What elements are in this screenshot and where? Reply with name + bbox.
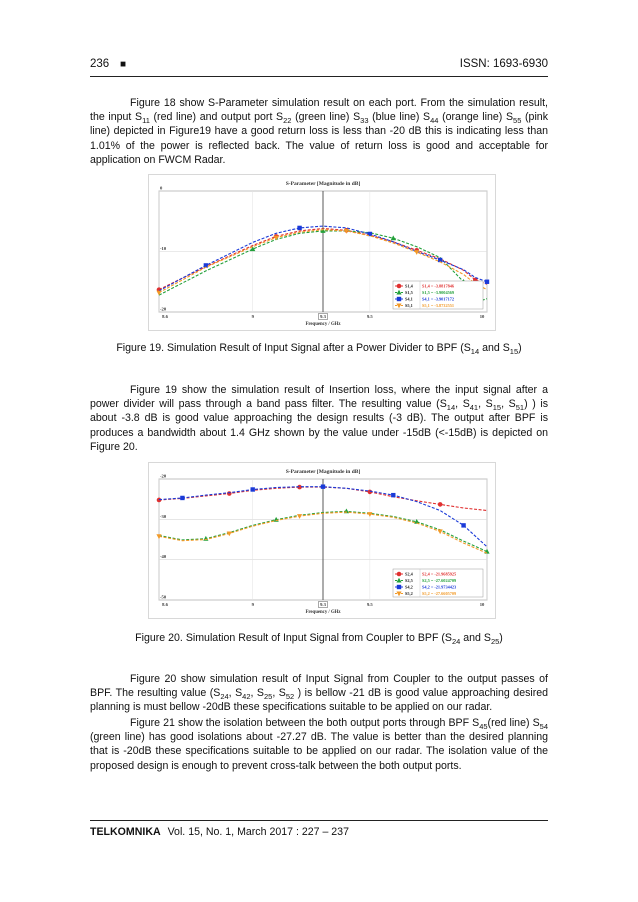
legend-entry: S2,4 [405,571,413,577]
data-point [227,491,232,496]
legend-value: S5,1 = -3.8732551 [422,303,455,309]
chart-figure-20 [149,463,495,618]
paragraph-1 [90,96,548,167]
x-tick-label: 8.6 [162,314,168,319]
x-tick-label: 9 [251,602,254,607]
legend-entry: S4,2 [405,584,413,590]
x-axis-label: Frequency / GHz [305,610,341,615]
legend-marker [397,585,401,589]
x-tick-label: 9.5 [366,314,373,319]
x-tick-label: 9.3 [320,314,326,319]
x-tick-label: 9.3 [320,602,326,607]
paragraph-2 [90,383,548,454]
figure-20 [148,462,496,619]
x-tick-label: 10 [479,602,485,607]
y-tick-label: -50 [160,594,167,600]
journal-details: Vol. 15, No. 1, March 2017 : 227 – 237 [167,826,349,838]
y-tick-label: -10 [160,246,167,251]
paragraph-4 [90,716,548,773]
chart-title: S-Parameter [Magnitude in dB] [285,181,361,187]
figure-19 [148,174,496,331]
y-tick-label: -40 [160,554,167,560]
y-tick-label: -20 [160,306,167,312]
footer-rule [90,820,548,821]
x-tick-label: 9.5 [366,602,373,607]
legend-marker [397,572,402,577]
chart-title: S-Parameter [Magnitude in dB] [285,469,361,475]
figure-19-caption: Figure 19. Simulation Result of Input Signal after a Power Divider to BPF ($S_{14}$ and $S_{15}$) [116,342,522,357]
p1-text: Figure 18 show S-Parameter simulation result on each port. From the simulation result, the input $S_{11}$ (red line) and output port $S_{22}$ (green line) $S_{33}$ (blue line) $S_{44}$ (orange line) $S_{55}$ (pink line) depicted in Figure19 have a good return loss is less than -20 dB this is indicating less than 1.01% of the power is reflected back. The value of return loss is good and acceptable for application on FWCM Radar. [90,97,548,166]
chart-figure-19 [149,175,495,330]
y-tick-label: -20 [160,473,167,479]
figure-20-caption: Figure 20. Simulation Result of Input Signal from Coupler to BPF ($S_{24}$ and $S_{25}$) [135,632,503,647]
legend-value: S1,5 = -3.9004569 [422,290,455,296]
p3-text: Figure 20 show simulation result of Input Signal from Coupler to the output passes of BPF. The resulting value ($S_{24}$, $S_{42}$, $S_{25}$, $S_{52}$ ) is bellow -21 dB is good value approaching desired planning is must bellow -20dB these specifications suitable to be applied on our radar. [90,673,549,714]
footer [90,826,349,838]
paragraph-3 [90,672,548,715]
legend-value: S4,2 = -21.9734423 [422,584,457,590]
page-number: 236 [90,58,110,70]
journal-name: TELKOMNIKA [90,826,161,838]
x-axis-label: Frequency / GHz [305,322,341,327]
legend-value: S5,2 = -27.6605709 [422,591,457,597]
x-tick-label: 10 [479,314,485,319]
data-point [461,523,465,527]
p2-text: Figure 19 show the simulation result of Insertion loss, where the input signal after a power divider will pass through a band pass filter. The resulting value ($S_{14}$, $S_{41}$, $S_{15}$, $S_{51}$) ) is about -3.8 dB is good value approaching the design results (-3 dB). The output after BPF is produces a bandwidth about 1.4 GHz shown by the value under -15dB (<-15dB) is depicted on Figure 20. [90,384,549,453]
x-tick-label: 8.6 [162,602,168,607]
legend-entry: S1,4 [405,283,413,289]
data-point [485,280,489,284]
data-point [251,487,255,491]
legend-entry: S4,1 [405,296,413,302]
data-point [391,493,395,497]
data-point [321,484,325,488]
legend-value: S1,4 = -3.8817846 [422,283,455,289]
legend-value: S2,4 = -21.9685925 [422,571,457,577]
legend-entry: S5,2 [405,591,413,597]
legend-marker [397,284,402,289]
legend-value: S4,1 = -3.9017172 [422,296,455,302]
data-point [438,502,443,507]
legend-value: S2,5 = -27.6024709 [422,578,457,584]
header-marker: ■ [120,59,127,70]
data-point [297,226,301,230]
issn: ISSN: 1693-6930 [459,58,548,70]
legend-marker [397,297,401,301]
data-point [180,496,184,500]
legend-entry: S5,1 [405,303,413,309]
y-tick-label: 0 [160,185,163,191]
y-tick-label: -30 [160,513,167,519]
legend-entry: S2,5 [405,578,413,584]
p4-text: Figure 21 show the isolation between the both output ports through BPF $S_{45}(red$ line) $S_{54}$ (green line) has good isolations about -27.27 dB. The value is better than the desired planning that is -20dB these specifications suitable to be applied on our radar. The isolation value of the proposed design is enough to prevent cross-talk between the both output ports. [90,717,548,772]
legend-entry: S1,5 [405,290,413,296]
header-rule [90,76,548,77]
x-tick-label: 9 [251,314,254,319]
